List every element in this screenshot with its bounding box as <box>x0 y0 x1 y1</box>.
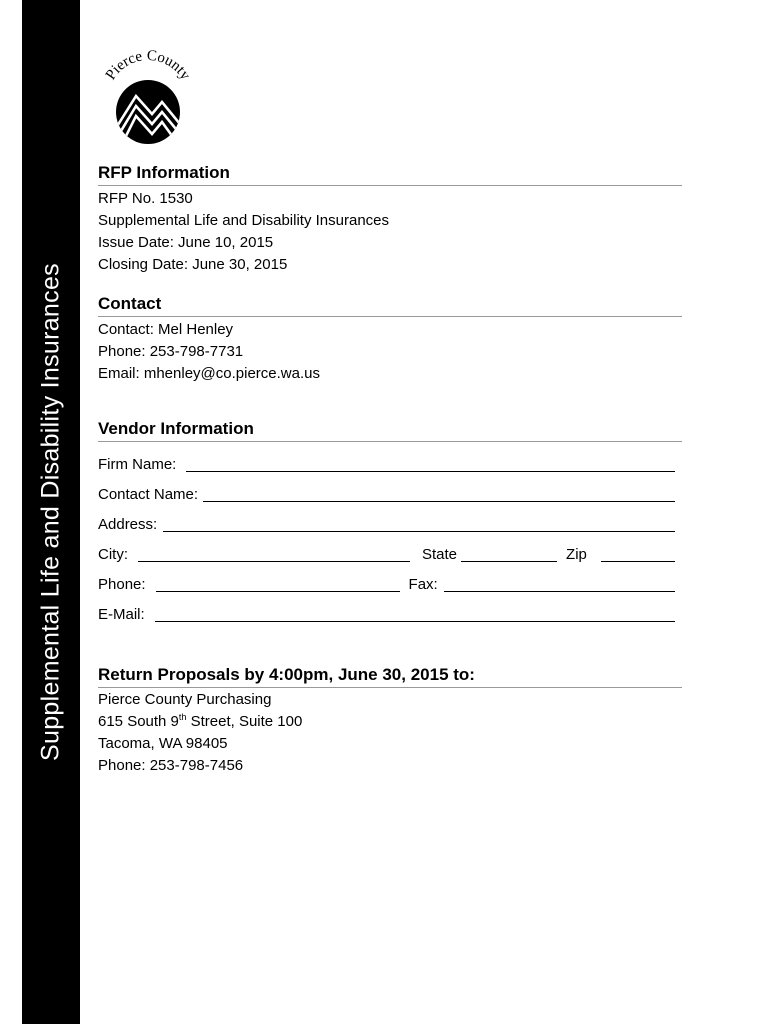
phone-fax-row <box>98 566 675 596</box>
vendor-information-section <box>98 418 682 626</box>
sidebar-title: Supplemental Life and Disability Insurances <box>36 263 65 761</box>
sidebar-band <box>22 0 80 1024</box>
zip-field[interactable] <box>601 543 675 562</box>
rfp-title: Supplemental Life and Disability Insurances <box>98 212 389 229</box>
return-city: Tacoma, WA 98405 <box>98 735 228 752</box>
contact-name-label: Contact Name: <box>98 486 199 503</box>
email-row <box>98 596 675 626</box>
return-organization: Pierce County Purchasing <box>98 691 272 708</box>
street-superscript: th <box>178 712 187 722</box>
svg-text:Pierce County <box>103 48 194 83</box>
contact-section <box>98 293 682 385</box>
rfp-information-heading: RFP Information <box>98 162 682 186</box>
vendor-information-heading: Vendor Information <box>98 418 682 442</box>
contact-phone: Phone: 253-798-7731 <box>98 343 244 360</box>
contact-name-row <box>98 476 675 506</box>
address-label: Address: <box>98 516 158 533</box>
rfp-number: RFP No. 1530 <box>98 190 193 207</box>
contact-name-field[interactable] <box>203 483 675 502</box>
contact-name: Contact: Mel Henley <box>98 321 234 338</box>
email-field[interactable] <box>155 603 675 622</box>
email-label: E-Mail: <box>98 606 145 623</box>
city-field[interactable] <box>138 543 410 562</box>
return-proposals-heading: Return Proposals by 4:00pm, June 30, 2015 to: <box>98 664 682 688</box>
address-field[interactable] <box>163 513 675 532</box>
pierce-county-logo <box>96 48 200 152</box>
street-number: 615 South 9 <box>98 713 179 730</box>
zip-label: Zip <box>566 546 587 563</box>
phone-field[interactable] <box>156 573 400 592</box>
fax-label: Fax: <box>408 576 438 593</box>
firm-name-label: Firm Name: <box>98 456 177 473</box>
state-label: State <box>422 546 458 563</box>
firm-name-row <box>98 446 675 476</box>
firm-name-field[interactable] <box>186 453 675 472</box>
rfp-information-section <box>98 162 682 276</box>
return-phone: Phone: 253-798-7456 <box>98 757 244 774</box>
city-state-zip-row <box>98 536 675 566</box>
closing-date: Closing Date: June 30, 2015 <box>98 256 288 273</box>
issue-date: Issue Date: June 10, 2015 <box>98 234 274 251</box>
city-label: City: <box>98 546 128 563</box>
contact-heading: Contact <box>98 293 682 317</box>
fax-field[interactable] <box>444 573 675 592</box>
state-field[interactable] <box>461 543 557 562</box>
mountain-logo-icon <box>96 48 200 152</box>
logo-text: Pierce County <box>102 48 194 83</box>
return-proposals-section <box>98 664 682 777</box>
street-rest: Street, Suite 100 <box>186 713 303 730</box>
contact-email: Email: mhenley@co.pierce.wa.us <box>98 365 320 382</box>
address-row <box>98 506 675 536</box>
return-street <box>98 711 682 733</box>
phone-label: Phone: <box>98 576 146 593</box>
